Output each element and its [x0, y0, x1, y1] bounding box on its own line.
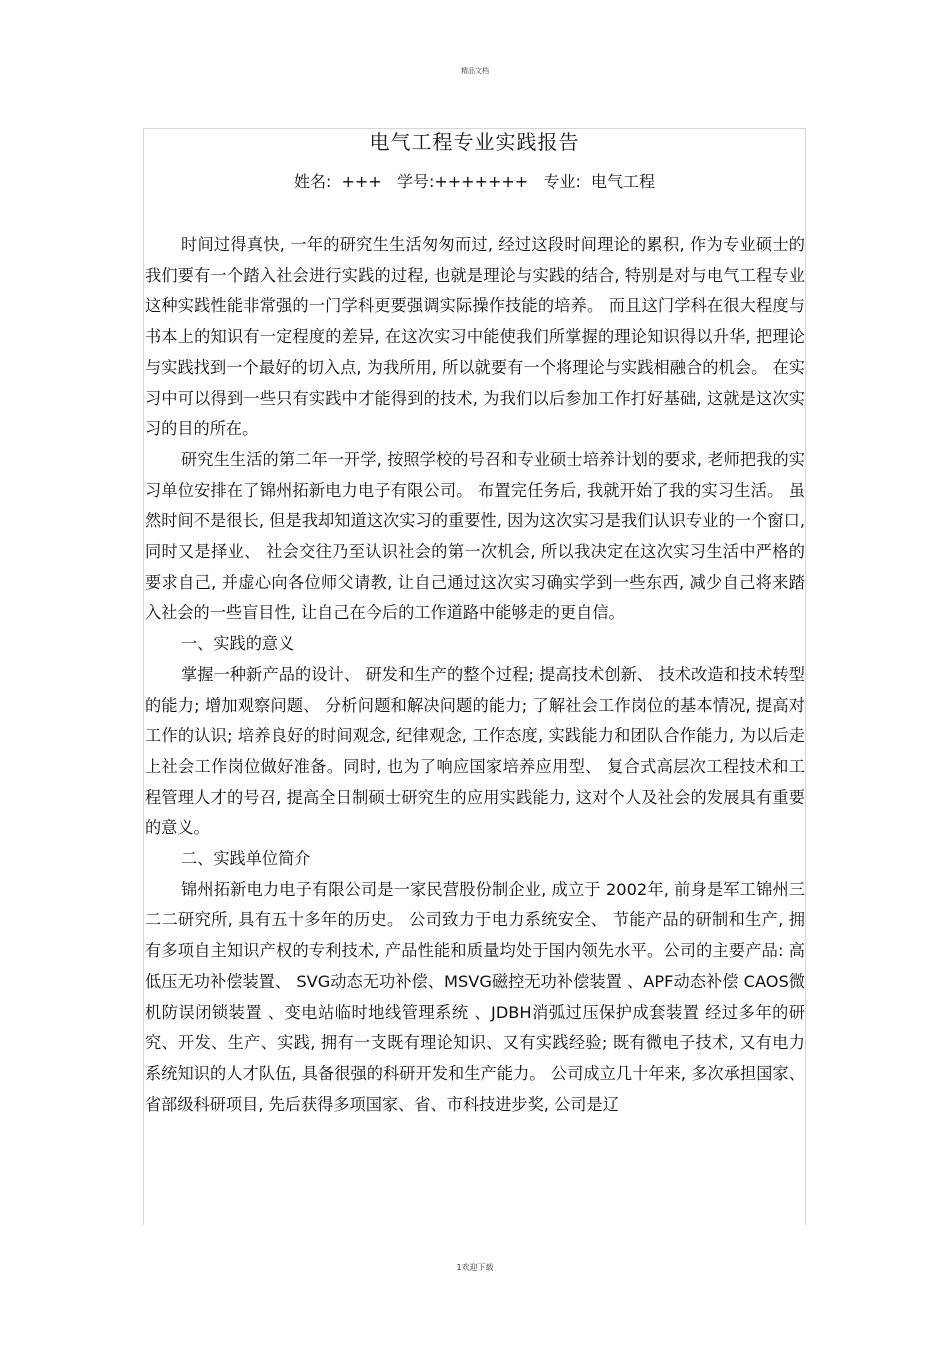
document-body	[145, 230, 805, 1120]
document-title: 电气工程专业实践报告	[369, 130, 580, 154]
paragraph-purpose: 时间过得真快, 一年的研究生生活匆匆而过, 经过这段时间理论的累积, 作为专业硕士的我们要有一个踏入社会进行实践的过程, 也就是理论与实践的结合, 特别是对与电气工程专业这种实践性能非常强的一门学科更要强调实际操作技能的培养。 而且这门学科在很大程度与书本上的知识有一定程度的差异, 在这次实习中能使我们所掌握的理论知识得以升华, 把理论与实践找到一个最好的切入点, 为我所用, 所以就要有一个将理论与实践相融合的机会。 在实习中可以得到一些只有实践中才能得到的技术, 为我们以后参加工作打好基础, 这就是这次实习的目的所在。	[145, 235, 805, 439]
header-watermark: 精品文档	[461, 67, 489, 75]
paragraph-company: 锦州拓新电力电子有限公司是一家民营股份制企业, 成立于 2002年, 前身是军工锦州三二二研究所, 具有五十多年的历史。 公司致力于电力系统安全、 节能产品的研制和生产, 拥有多项自主知识产权的专利技术, 产品性能和质量均处于国内领先水平。公司的主要产品: 高低压无功补偿装置、 SVG动态无功补偿、MSVG磁控无功补偿装置 、APF动态补偿 CAOS微机防误闭锁装置 、变电站临时地线管理系统 、JDBH消弧过压保护成套装置 经过多年的研究、开发、生产、实践, 拥有一支既有理论知识、又有实践经验; 既有微电子技术, 又有电力系统知识的人才队伍, 具备很强的科研开发和生产能力。 公司成立几十年来, 多次承担国家、省部级科研项目, 先后获得多项国家、省、市科技进步奖, 公司是辽	[145, 879, 805, 1114]
document-meta-line: 姓名: +++ 学号:+++++++ 专业: 电气工程	[293, 172, 656, 191]
section-heading-significance: 一、实践的意义	[181, 634, 295, 654]
paragraph-significance: 掌握一种新产品的设计、 研发和生产的整个过程; 提高技术创新、 技术改造和技术转型的能力; 增加观察问题、 分析问题和解决问题的能力; 了解社会工作岗位的基本情况, 提高对工作的认识; 培养良好的时间观念, 纪律观念, 工作态度, 实践能力和团队合作能力, 为以后走上社会工作岗位做好准备。同时, 也为了响应国家培养应用型、 复合式高层次工程技术和工程管理人才的号召, 提高全日制硕士研究生的应用实践能力, 这对个人及社会的发展具有重要的意义。	[145, 664, 805, 838]
paragraph-assignment: 研究生生活的第二年一开学, 按照学校的号召和专业硕士培养计划的要求, 老师把我的实习单位安排在了锦州拓新电力电子有限公司。 布置完任务后, 我就开始了我的实习生活。 虽然时间不是很长, 但是我却知道这次实习的重要性, 因为这次实习是我们认识专业的一个窗口, 同时又是择业、 社会交往乃至认识社会的第一次机会, 所以我决定在这次实习生活中严格的要求自己, 并虚心向各位师父请教, 让自己通过这次实习确实学到一些东西, 减少自己将来踏入社会的一些盲目性, 让自己在今后的工作道路中能够走的更自信。	[145, 449, 805, 623]
section-heading-company: 二、实践单位简介	[181, 849, 311, 869]
footer-watermark: 1欢迎下载	[456, 1263, 494, 1272]
